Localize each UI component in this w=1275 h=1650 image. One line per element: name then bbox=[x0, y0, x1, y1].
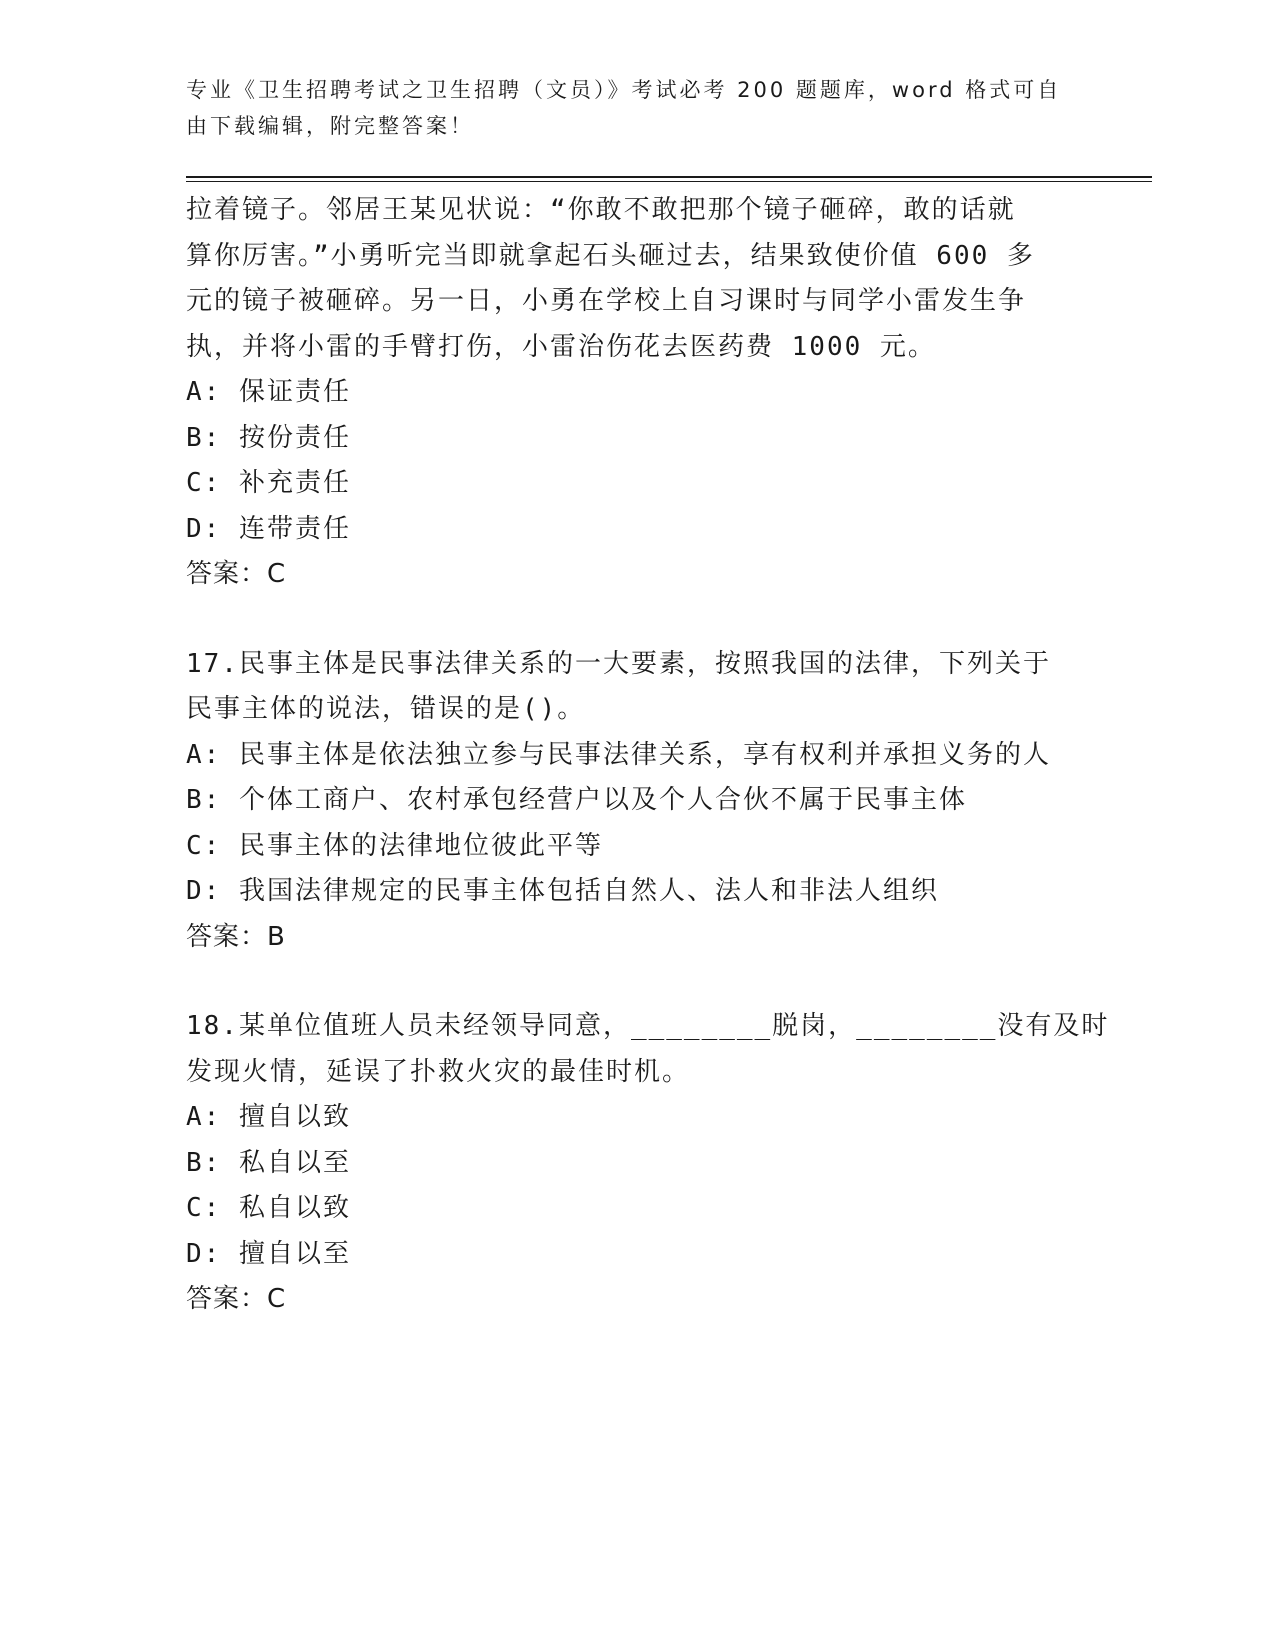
question-18 bbox=[186, 1004, 1110, 1323]
option-d: D: 我国法律规定的民事主体包括自然人、法人和非法人组织 bbox=[186, 876, 939, 906]
answer-label: 答案：C bbox=[186, 1284, 287, 1314]
question-text-line: 17.民事主体是民事法律关系的一大要素，按照我国的法律，下列关于 bbox=[186, 648, 1051, 679]
question-text-line: 民事主体的说法，错误的是()。 bbox=[186, 694, 586, 724]
question-text-line: 拉着镜子。邻居王某见状说：“你敢不敢把那个镜子砸碎，敢的话就 bbox=[186, 195, 1016, 225]
option-a: A: 民事主体是依法独立参与民事法律关系，享有权利并承担义务的人 bbox=[186, 739, 1051, 770]
option-c: C: 补充责任 bbox=[186, 468, 351, 498]
question-text-line: 18.某单位值班人员未经领导同意，________脱岗，________没有及时 bbox=[186, 1011, 1110, 1041]
answer-label: 答案：C bbox=[186, 559, 287, 589]
option-b: B: 个体工商户、农村承包经营户以及个人合伙不属于民事主体 bbox=[186, 785, 967, 815]
answer-label: 答案：B bbox=[186, 921, 286, 952]
question-text-line: 发现火情，延误了扑救火灾的最佳时机。 bbox=[186, 1056, 691, 1087]
question-text-line: 元的镜子被砸碎。另一日，小勇在学校上自习课时与同学小雷发生争 bbox=[186, 286, 1027, 316]
document-body bbox=[186, 188, 1110, 1323]
question-17 bbox=[186, 642, 1086, 961]
question-spacer bbox=[186, 960, 1086, 1004]
option-a: A: 保证责任 bbox=[186, 377, 351, 407]
header-rule-thin bbox=[186, 181, 1152, 182]
option-c: C: 民事主体的法律地位彼此平等 bbox=[186, 830, 603, 861]
question-spacer bbox=[186, 598, 1086, 642]
option-b: B: 私自以至 bbox=[186, 1147, 351, 1178]
question-16 bbox=[186, 188, 1086, 598]
option-d: D: 擅自以至 bbox=[186, 1238, 351, 1269]
option-b: B: 按份责任 bbox=[186, 422, 351, 453]
question-text-line: 算你厉害。”小勇听完当即就拿起石头砸过去，结果致使价值 600 多 bbox=[186, 240, 1035, 271]
header-rule-thick bbox=[186, 176, 1152, 178]
document-header bbox=[186, 72, 1066, 144]
option-d: D: 连带责任 bbox=[186, 513, 351, 544]
option-c: C: 私自以致 bbox=[186, 1193, 351, 1223]
option-a: A: 擅自以致 bbox=[186, 1102, 351, 1132]
header-line-1: 专业《卫生招聘考试之卫生招聘（文员）》考试必考 200 题题库，word 格式可自 bbox=[186, 78, 1062, 102]
question-text-line: 执，并将小雷的手臂打伤，小雷治伤花去医药费 1000 元。 bbox=[186, 331, 936, 362]
header-line-2: 由下载编辑，附完整答案！ bbox=[186, 114, 474, 138]
